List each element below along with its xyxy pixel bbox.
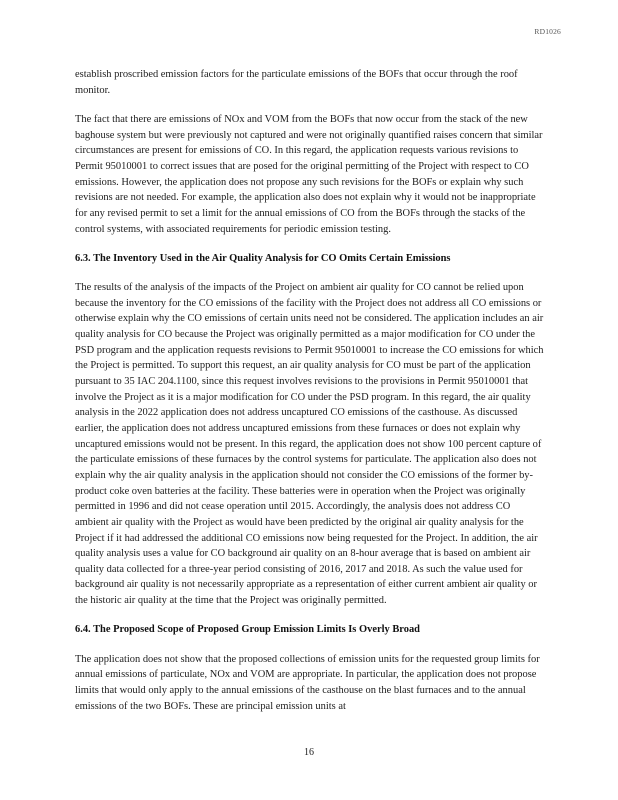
section-heading-6-4: 6.4. The Proposed Scope of Proposed Group Emission Limits Is Overly Broad xyxy=(75,624,420,636)
paragraph-4: The application does not show that the proposed collections of emission units for the requested group limits for annual emissions of particulate, NOx and VOM are appropriate. In particular, the application does not propose limits that would only apply to the annual emissions of the casthouse on the blast furnaces and to the annual emissions of the two BOFs. These are principal emission units at xyxy=(75,653,540,712)
document-body xyxy=(75,67,545,728)
paragraph-3: The results of the analysis of the impacts of the Project on ambient air quality for CO cannot be relied upon because the inventory for the CO emissions of the facility with the Project does not address all CO emissions or otherwise explain why the CO emissions of certain units need not be considered. The application includes an air quality analysis for CO because the Project was originally permitted as a major modification for CO under the PSD program and the application requests revisions to Permit 95010001 to increase the CO emissions for which the Project is permitted. To support this request, an air quality analysis for CO must be part of the application pursuant to 35 IAC 204.1100, since this request involves revisions to the provisions in Permit 95010001 that involve the Project as it is a major modification for CO under the PSD program. In this regard, the air quality analysis in the 2022 application does not address uncaptured CO emissions of the casthouse. As discussed earlier, the application does not address uncaptured emissions from these furnaces or does not explain why uncaptured emissions would not be present. In this regard, the application does not show 100 percent capture of the particulate emissions of these furnaces by the control systems for particulate. The application also does not explain why the air quality analysis in the application should not consider the CO emissions of the former by-product coke oven batteries at the facility. These batteries were in operation when the Project was originally permitted in 1996 and did not cease operation until 2015. Accordingly, the analysis does not address CO ambient air quality with the Project as would have been predicted by the original air quality analysis for the Project if it had addressed the additional CO emissions now being requested for the Project. In addition, the air quality analysis uses a value for CO background air quality on an 8-hour average that is based on ambient air quality data collected for a three-year period consisting of 2016, 2017 and 2018. As such the value used for background air quality is not necessarily appropriate as a representation of either current ambient air quality or the historic air quality at the time that the Project was originally permitted. xyxy=(75,282,544,607)
page-number: 16 xyxy=(304,747,314,758)
paragraph-1: establish proscribed emission factors for the particulate emissions of the BOFs that occur through the roof monitor. xyxy=(75,69,518,96)
section-heading-6-3: 6.3. The Inventory Used in the Air Quality Analysis for CO Omits Certain Emissions xyxy=(75,252,451,264)
paragraph-2: The fact that there are emissions of NOx and VOM from the BOFs that now occur from the stack of the new baghouse system but were previously not captured and were not originally quantified raises concern that similar circumstances are present for emissions of CO. In this regard, the application requests various revisions to Permit 95010001 to correct issues that are posed for the original permitting of the Project with respect to CO emissions. However, the application does not propose any such revisions for the BOFs or explain why such revisions are not needed. For example, the application also does not explain why it would not be inappropriate for any revised permit to set a limit for the annual emissions of CO from the BOFs through the stacks of the control systems, with associated requirements for periodic emission testing. xyxy=(75,113,543,235)
document-id: RD1026 xyxy=(534,27,561,36)
